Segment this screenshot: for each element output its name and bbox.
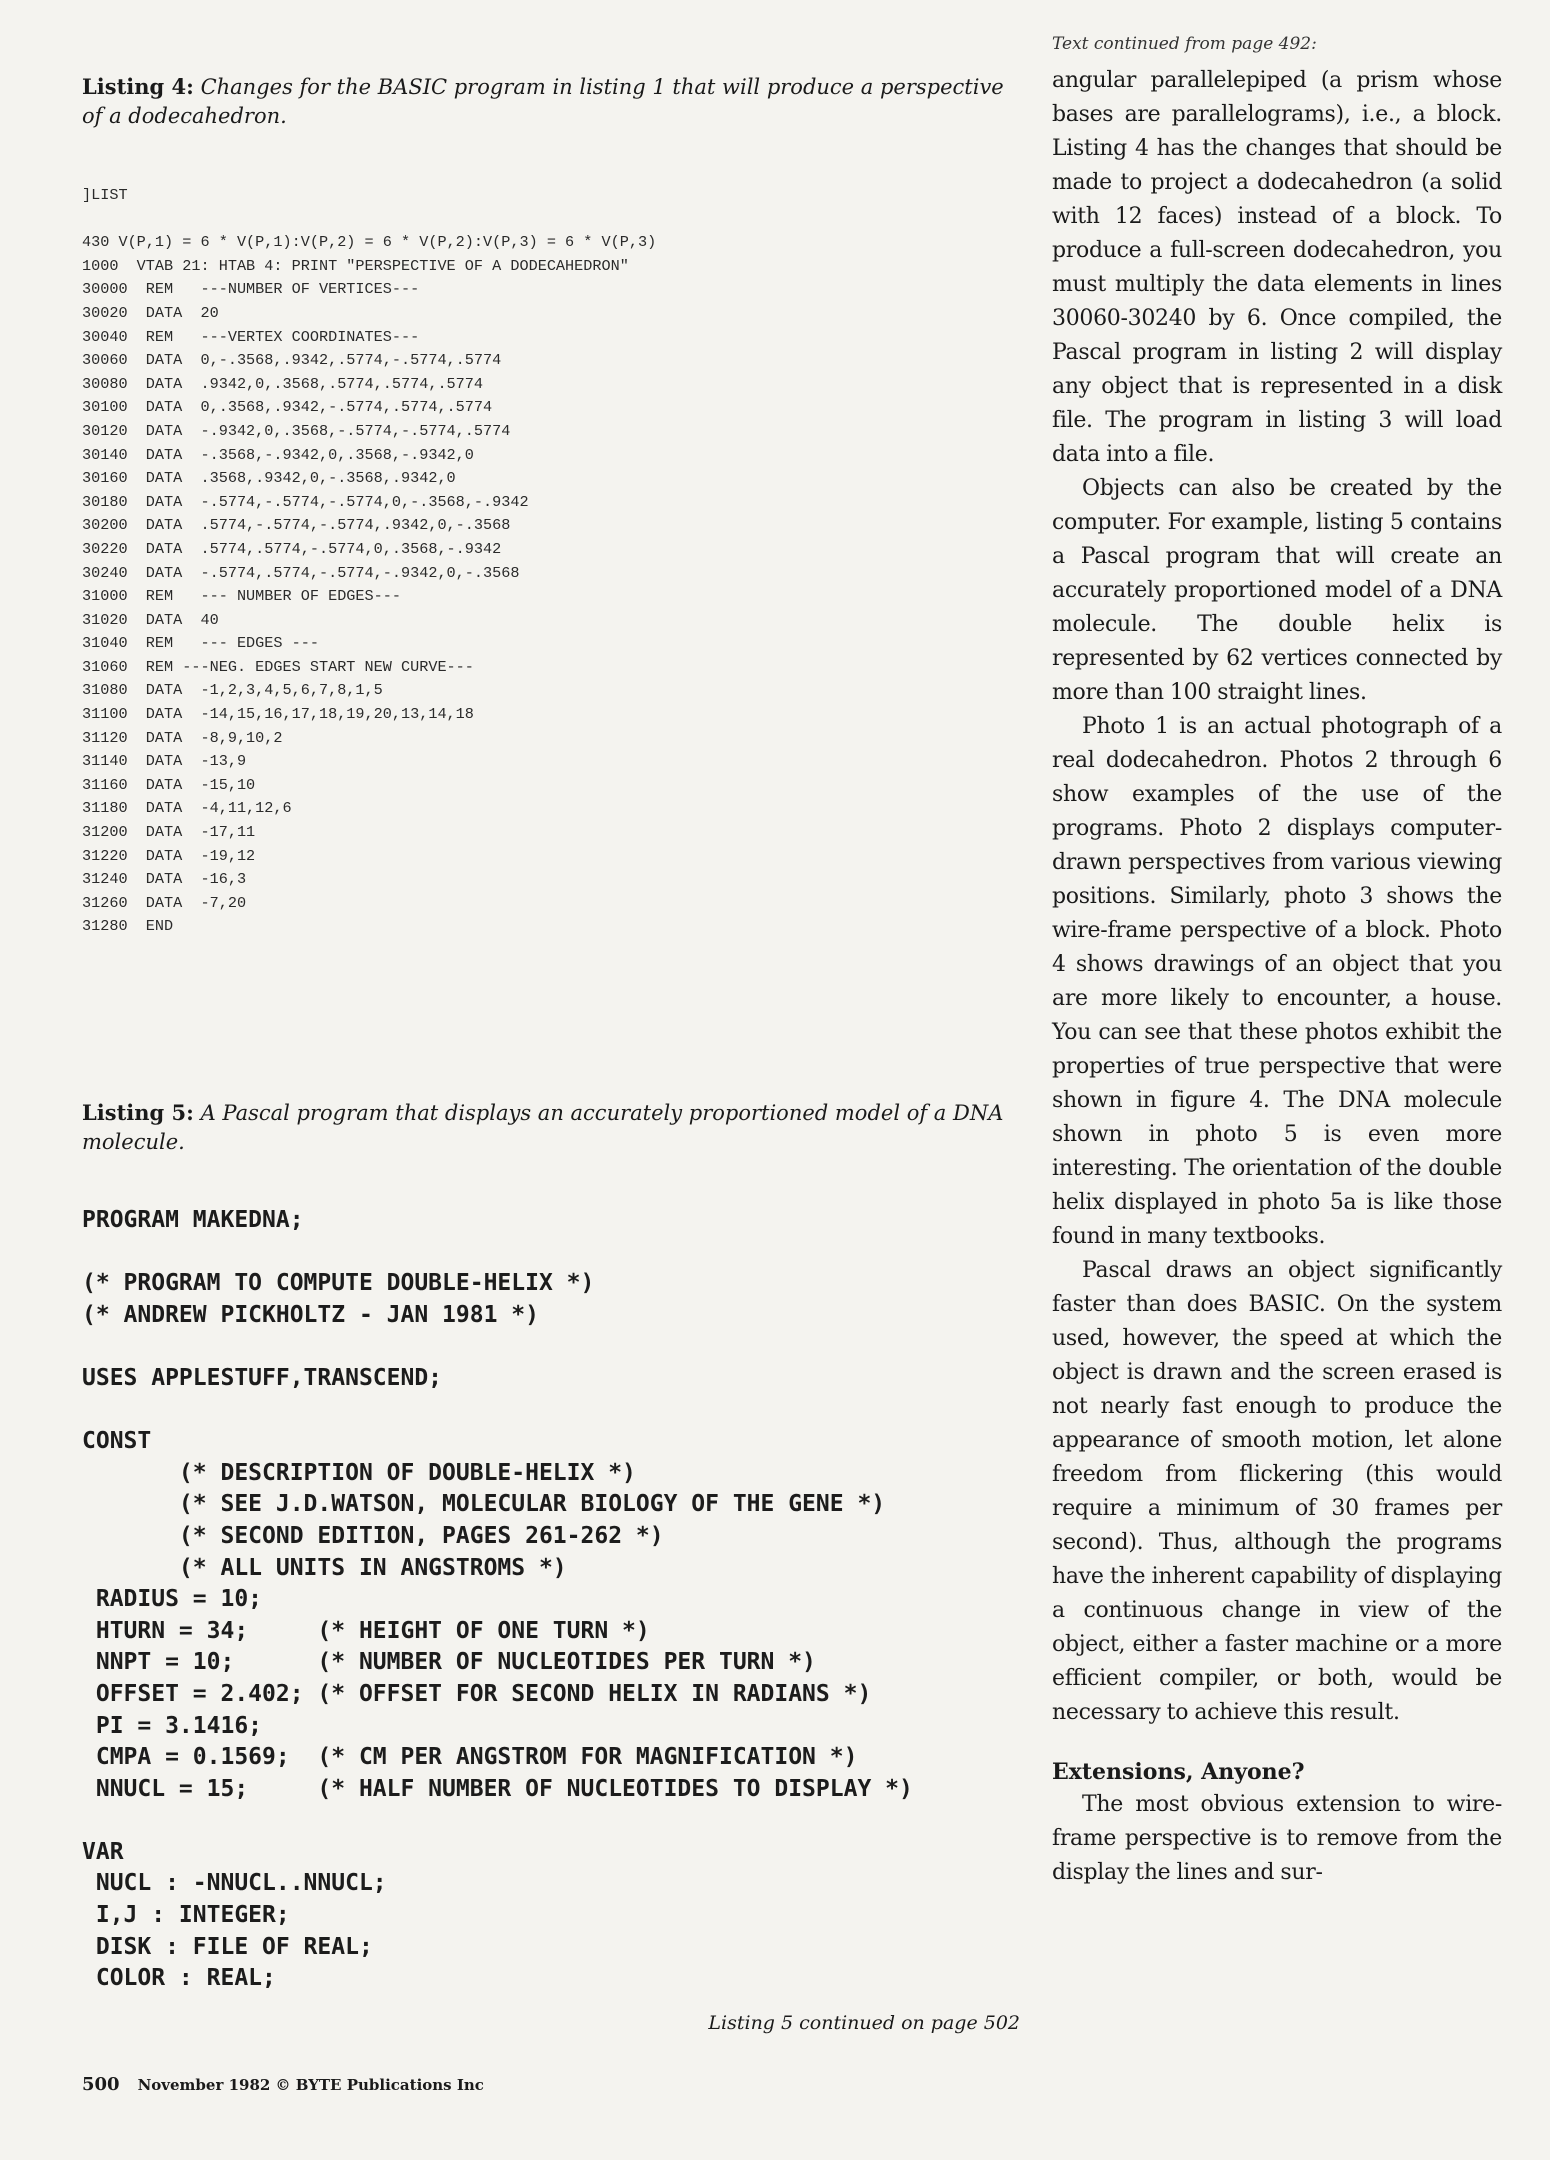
code-line: 30140 DATA -.3568,-.9342,0,.3568,-.9342,0 [82,445,474,464]
code-line: 30040 REM ---VERTEX COORDINATES--- [82,327,420,346]
listing5-label: Listing 5: [82,1100,194,1125]
code-line [82,1395,1022,1427]
code-line: 31000 REM --- NUMBER OF EDGES--- [82,587,401,606]
code-line [82,1237,1022,1269]
code-line: 31180 DATA -4,11,12,6 [82,799,292,818]
article-column [1052,34,1502,1890]
code-line: OFFSET = 2.402; (* OFFSET FOR SECOND HELIX IN RADIANS *) [82,1680,872,1707]
code-line [82,1805,1022,1837]
code-line: VAR [82,1838,124,1865]
code-line: 30220 DATA .5774,.5774,-.5774,0,.3568,-.9342 [82,539,502,558]
code-line: 31200 DATA -17,11 [82,823,256,842]
code-line: (* PROGRAM TO COMPUTE DOUBLE-HELIX *) [82,1270,595,1297]
code-line: 31040 REM --- EDGES --- [82,634,319,653]
code-line: (* ANDREW PICKHOLTZ - JAN 1981 *) [82,1301,539,1328]
code-line: HTURN = 34; (* HEIGHT OF ONE TURN *) [82,1617,650,1644]
code-line: (* ALL UNITS IN ANGSTROMS *) [82,1554,567,1581]
code-line: 30240 DATA -.5774,.5774,-.5774,-.9342,0,-.3568 [82,563,520,582]
code-line: 30120 DATA -.9342,0,.3568,-.5774,-.5774,.5774 [82,421,511,440]
code-line: ]LIST [82,186,128,204]
code-line: 31140 DATA -13,9 [82,752,247,771]
code-line: 31020 DATA 40 [82,610,219,629]
code-line: 31120 DATA -8,9,10,2 [82,728,283,747]
article-paragraph-5: The most obvious extension to wire-frame perspective is to remove from the display the lines and sur- [1052,1792,1502,1885]
section-heading: Extensions, Anyone? [1052,1759,1305,1785]
listing4-caption-text: Changes for the BASIC program in listing 1 that will produce a perspective of a dodecahedron. [82,75,1004,128]
code-line [82,1331,1022,1363]
code-line: 430 V(P,1) = 6 * V(P,1):V(P,2) = 6 * V(P,2):V(P,3) = 6 * V(P,3) [82,233,657,252]
code-line: 30080 DATA .9342,0,.3568,.5774,.5774,.5774 [82,374,484,393]
code-line: 30160 DATA .3568,.9342,0,-.3568,.9342,0 [82,469,456,488]
code-line: 31160 DATA -15,10 [82,775,256,794]
page-number: 500 [82,2074,120,2095]
article-paragraph-4: Pascal draws an object significantly faster than does BASIC. On the system used, however, the speed at which the object is drawn and the screen erased is not nearly fast enough to produce the appearance of smooth motion, let alone freedom from flickering (this would require a minimum of 30 frames per second). Thus, although the programs have the inherent capability of displaying a continuous change in view of the object, either a faster machine or a more efficient compiler, or both, would be necessary to achieve this result. [1052,1258,1502,1725]
code-line: (* SECOND EDITION, PAGES 261-262 *) [82,1522,664,1549]
code-line: PI = 3.1416; [82,1712,263,1739]
code-line: 31280 END [82,917,174,936]
code-line: CONST [82,1428,152,1455]
article-paragraph-3: Photo 1 is an actual photograph of a real dodecahedron. Photos 2 through 6 show examples of the use of the programs. Photo 2 displays computer-drawn perspectives from various viewing positions. Similarly, photo 3 shows the wire-frame perspective of a block. Photo 4 shows drawings of an object that you are more likely to encounter, a house. You can see that these photos exhibit the properties of true perspective that were shown in figure 4. The DNA molecule shown in photo 5 is even more interesting. The orientation of the double helix displayed in photo 5a is like those found in many textbooks. [1052,714,1502,1249]
code-line: (* SEE J.D.WATSON, MOLECULAR BIOLOGY OF THE GENE *) [82,1491,886,1518]
code-line: 30100 DATA 0,.3568,.9342,-.5774,.5774,.5774 [82,398,493,417]
publication-line: November 1982 © BYTE Publications Inc [137,2076,484,2094]
code-line: RADIUS = 10; [82,1586,263,1613]
code-line: NNUCL = 15; (* HALF NUMBER OF NUCLEOTIDES TO DISPLAY *) [82,1775,913,1802]
code-line: (* DESCRIPTION OF DOUBLE-HELIX *) [82,1459,636,1486]
continued-from-note: Text continued from page 492: [1052,34,1317,54]
listing5-caption-text: A Pascal program that displays an accurately proportioned model of a DNA molecule. [82,1101,1004,1154]
code-line: DISK : FILE OF REAL; [82,1933,373,1960]
code-line: 31060 REM ---NEG. EDGES START NEW CURVE--- [82,657,474,676]
code-line: USES APPLESTUFF,TRANSCEND; [82,1364,443,1391]
code-line: 31100 DATA -14,15,16,17,18,19,20,13,14,18 [82,705,474,724]
listing5-code [82,1205,1022,1995]
code-line [82,208,802,232]
listing4-code [82,184,802,939]
listing5-caption [82,1098,1022,1157]
code-line: PROGRAM MAKEDNA; [82,1207,304,1233]
listing4-caption [82,72,1022,131]
code-line: NUCL : -NNUCL..NNUCL; [82,1870,387,1897]
code-line: 31260 DATA -7,20 [82,893,247,912]
code-line: 30200 DATA .5774,-.5774,-.5774,.9342,0,-.3568 [82,516,511,535]
code-line: 30060 DATA 0,-.3568,.9342,.5774,-.5774,.5774 [82,351,502,370]
listing5-continued-note: Listing 5 continued on page 502 [708,2012,1020,2034]
code-line: I,J : INTEGER; [82,1902,290,1929]
code-line: 1000 VTAB 21: HTAB 4: PRINT "PERSPECTIVE OF A DODECAHEDRON" [82,256,629,275]
article-paragraph-1: angular parallelepiped (a prism whose bases are parallelograms), i.e., a block. Listing 4 has the changes that should be made to project a dodecahedron (a solid with 12 faces) instead of a block. To produce a full-screen dodecahedron, you must multiply the data elements in lines 30060-30240 by 6. Once compiled, the Pascal program in listing 2 will display any object that is represented in a disk file. The program in listing 3 will load data into a file. [1052,68,1502,467]
article-paragraph-2: Objects can also be created by the computer. For example, listing 5 contains a Pascal program that will create an accurately proportioned model of a DNA molecule. The double helix is represented by 62 vertices connected by more than 100 straight lines. [1052,476,1502,705]
listing4-label: Listing 4: [82,74,194,99]
code-line: 31240 DATA -16,3 [82,870,247,889]
code-line: 30000 REM ---NUMBER OF VERTICES--- [82,280,420,299]
code-line: COLOR : REAL; [82,1965,276,1992]
code-line: 31080 DATA -1,2,3,4,5,6,7,8,1,5 [82,681,383,700]
code-line: 30020 DATA 20 [82,303,219,322]
code-line: CMPA = 0.1569; (* CM PER ANGSTROM FOR MAGNIFICATION *) [82,1744,858,1771]
code-line: 31220 DATA -19,12 [82,846,256,865]
page-footer [82,2074,484,2095]
code-line: NNPT = 10; (* NUMBER OF NUCLEOTIDES PER TURN *) [82,1649,816,1676]
code-line: 30180 DATA -.5774,-.5774,-.5774,0,-.3568,-.9342 [82,492,529,511]
